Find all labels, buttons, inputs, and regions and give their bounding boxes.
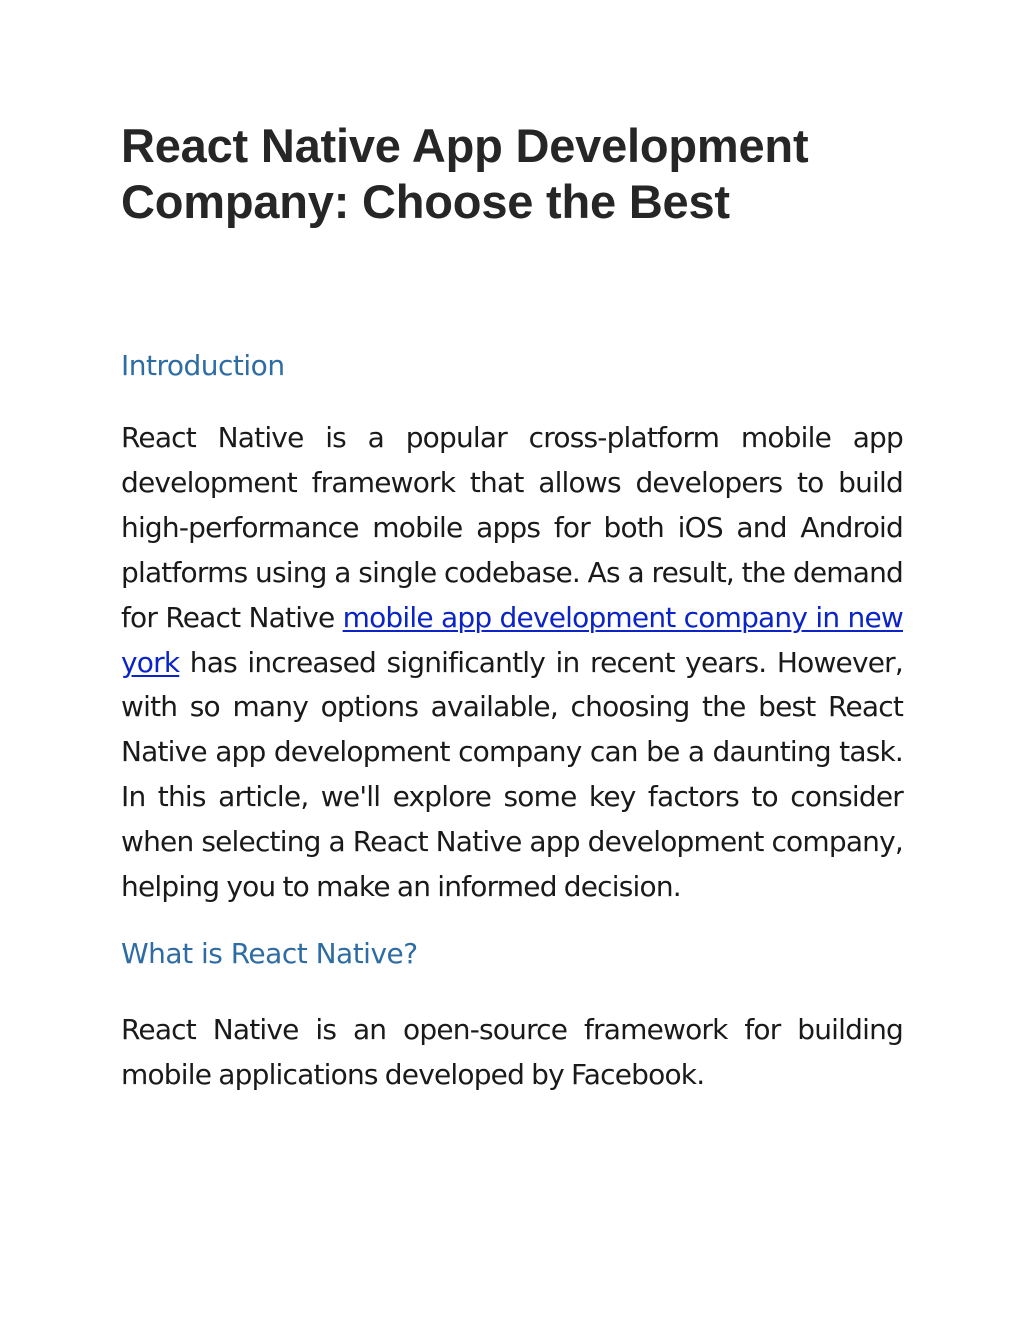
paragraph-text-before-link: React Native is a popular cross-platform mobile app development framework that allows developers to build high-performance mobile apps for both iOS and Android platforms using a single codebase. As a result, the demand for React Native	[121, 421, 903, 634]
mobile-app-development-company-link[interactable]: mobile app development company in new york	[121, 600, 903, 679]
introduction-paragraph	[121, 416, 903, 910]
section-heading-introduction: Introduction	[121, 349, 285, 382]
what-is-react-native-paragraph: React Native is an open-source framework for building mobile applications developed by Facebook.	[121, 1012, 903, 1091]
paragraph-text-after-link: has increased significantly in recent years. However, with so many options available, choosing the best React Native app development company can be a daunting task. In this article, we'll explore some key factors to consider when selecting a React Native app development company, helping you to make an informed decision.	[121, 645, 903, 904]
document-content	[121, 118, 903, 1098]
section-heading-what-is-react-native: What is React Native?	[121, 936, 418, 970]
document-title: React Native App Development Company: Choose the Best	[121, 119, 809, 228]
